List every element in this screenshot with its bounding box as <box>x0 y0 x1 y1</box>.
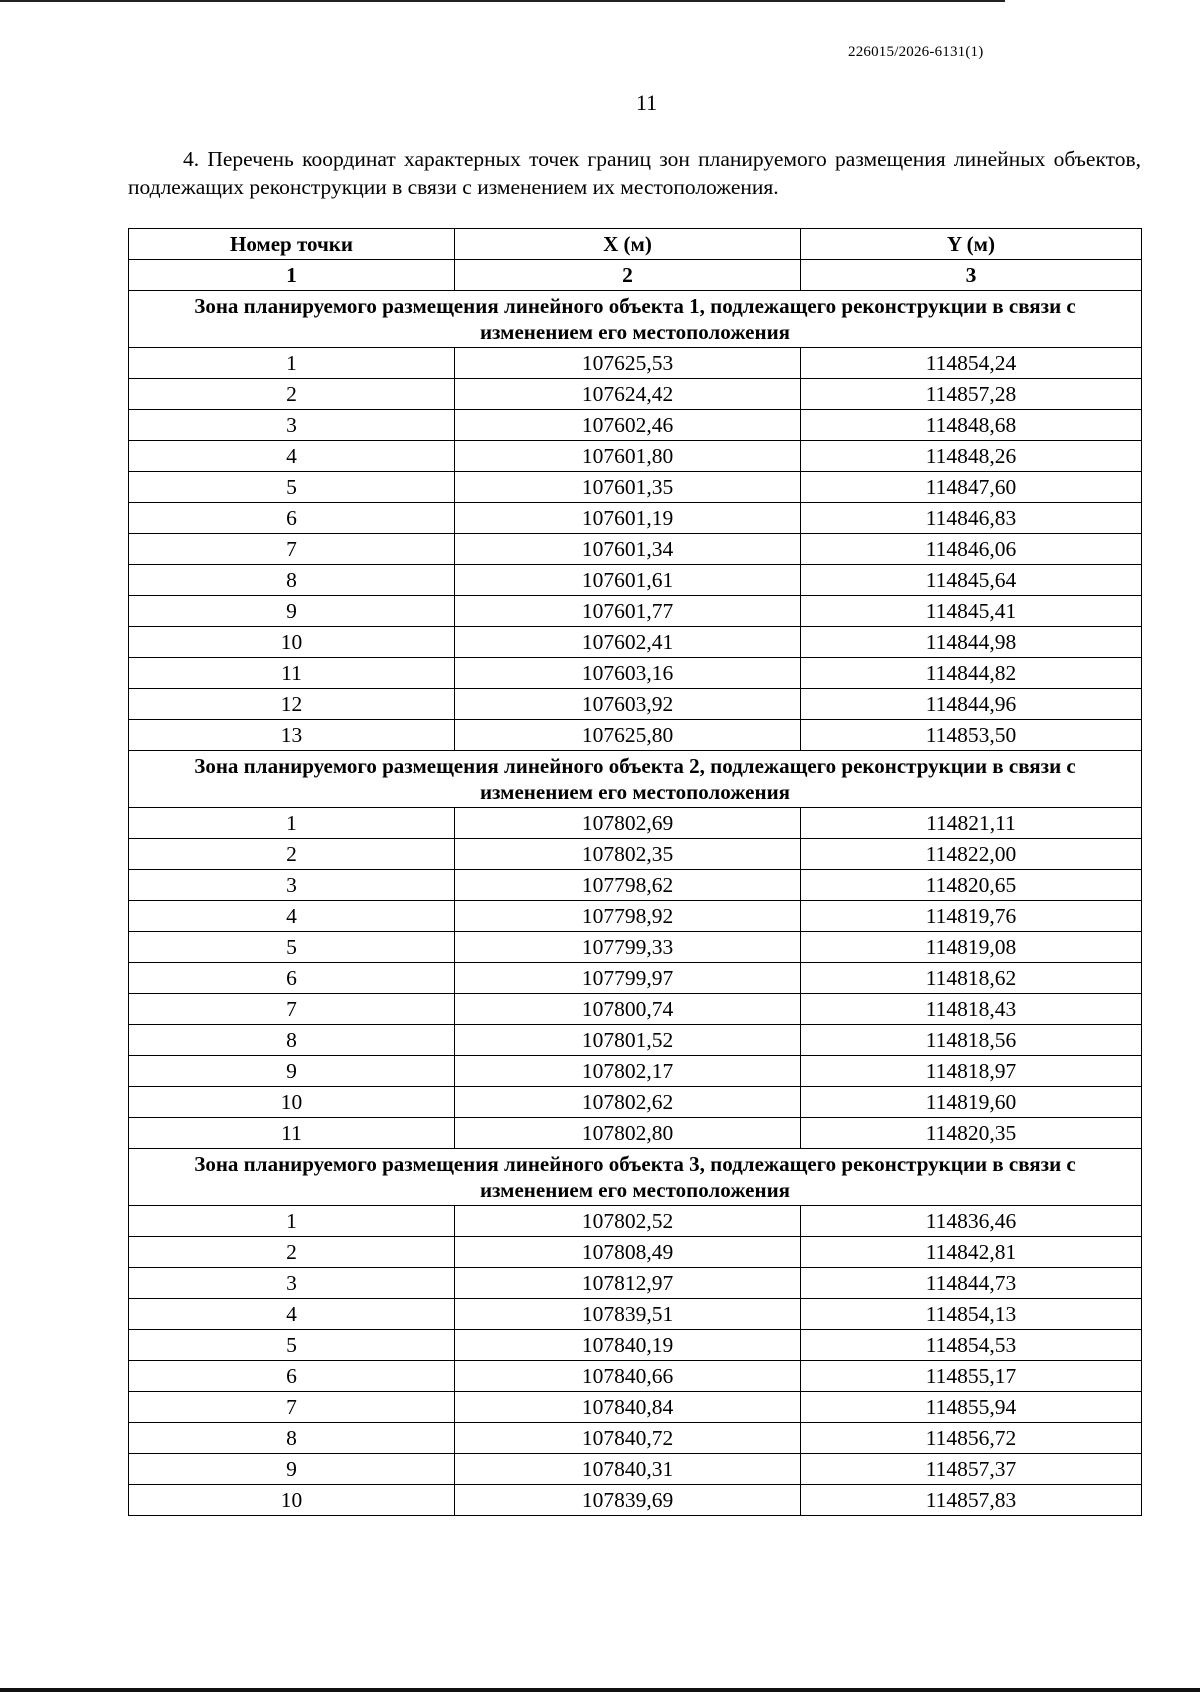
x-coordinate-cell: 107840,84 <box>455 1392 801 1423</box>
y-coordinate-cell: 114848,26 <box>801 441 1142 472</box>
page-number: 11 <box>636 90 658 115</box>
point-number-cell: 7 <box>129 534 455 565</box>
y-coordinate-cell: 114819,76 <box>801 901 1142 932</box>
point-number-cell: 10 <box>129 627 455 658</box>
x-coordinate-cell: 107802,35 <box>455 839 801 870</box>
point-number-cell: 8 <box>129 1025 455 1056</box>
y-coordinate-cell: 114820,35 <box>801 1118 1142 1149</box>
column-number-row <box>129 260 1142 291</box>
table-row <box>129 1118 1142 1149</box>
table-row <box>129 1454 1142 1485</box>
point-number-cell: 4 <box>129 441 455 472</box>
x-coordinate-cell: 107802,62 <box>455 1087 801 1118</box>
y-coordinate-cell: 114844,73 <box>801 1268 1142 1299</box>
x-coordinate-cell: 107840,72 <box>455 1423 801 1454</box>
column-number: 3 <box>801 260 1142 291</box>
table-row <box>129 534 1142 565</box>
table-row <box>129 963 1142 994</box>
y-coordinate-cell: 114844,96 <box>801 689 1142 720</box>
point-number-cell: 5 <box>129 1330 455 1361</box>
table-row <box>129 1268 1142 1299</box>
y-coordinate-cell: 114819,08 <box>801 932 1142 963</box>
point-number-cell: 9 <box>129 1454 455 1485</box>
point-number-cell: 8 <box>129 565 455 596</box>
x-coordinate-cell: 107799,97 <box>455 963 801 994</box>
y-coordinate-cell: 114847,60 <box>801 472 1142 503</box>
x-coordinate-cell: 107625,80 <box>455 720 801 751</box>
point-number-cell: 7 <box>129 994 455 1025</box>
x-coordinate-cell: 107802,69 <box>455 808 801 839</box>
y-coordinate-cell: 114818,43 <box>801 994 1142 1025</box>
table-row <box>129 596 1142 627</box>
table-row <box>129 1485 1142 1516</box>
y-coordinate-cell: 114822,00 <box>801 839 1142 870</box>
point-number-cell: 7 <box>129 1392 455 1423</box>
y-coordinate-cell: 114819,60 <box>801 1087 1142 1118</box>
intro-paragraph: 4. Перечень координат характерных точек границ зон планируемого размещения линейных объектов, подлежащих реконструкции в связи с изменением их местоположения. <box>128 147 1141 199</box>
x-coordinate-cell: 107603,92 <box>455 689 801 720</box>
x-coordinate-cell: 107808,49 <box>455 1237 801 1268</box>
x-coordinate-cell: 107802,80 <box>455 1118 801 1149</box>
point-number-cell: 1 <box>129 1206 455 1237</box>
table-row <box>129 1025 1142 1056</box>
y-coordinate-cell: 114853,50 <box>801 720 1142 751</box>
x-coordinate-cell: 107601,34 <box>455 534 801 565</box>
x-coordinate-cell: 107799,33 <box>455 932 801 963</box>
point-number-cell: 11 <box>129 658 455 689</box>
zone-title: Зона планируемого размещения линейного объекта 3, подлежащего реконструкции в связи с изменением его местоположения <box>129 1149 1142 1206</box>
table-row <box>129 1423 1142 1454</box>
x-coordinate-cell: 107601,77 <box>455 596 801 627</box>
x-coordinate-cell: 107601,35 <box>455 472 801 503</box>
table-row <box>129 565 1142 596</box>
header-point-number: Номер точки <box>129 229 455 260</box>
x-coordinate-cell: 107601,19 <box>455 503 801 534</box>
y-coordinate-cell: 114854,53 <box>801 1330 1142 1361</box>
table-row <box>129 689 1142 720</box>
x-coordinate-cell: 107601,80 <box>455 441 801 472</box>
x-coordinate-cell: 107624,42 <box>455 379 801 410</box>
y-coordinate-cell: 114846,06 <box>801 534 1142 565</box>
y-coordinate-cell: 114820,65 <box>801 870 1142 901</box>
point-number-cell: 5 <box>129 472 455 503</box>
y-coordinate-cell: 114844,98 <box>801 627 1142 658</box>
point-number-cell: 6 <box>129 503 455 534</box>
x-coordinate-cell: 107812,97 <box>455 1268 801 1299</box>
y-coordinate-cell: 114857,37 <box>801 1454 1142 1485</box>
x-coordinate-cell: 107840,66 <box>455 1361 801 1392</box>
x-coordinate-cell: 107625,53 <box>455 348 801 379</box>
point-number-cell: 4 <box>129 901 455 932</box>
table-row <box>129 1206 1142 1237</box>
y-coordinate-cell: 114836,46 <box>801 1206 1142 1237</box>
table-row <box>129 410 1142 441</box>
point-number-cell: 2 <box>129 379 455 410</box>
zone-title: Зона планируемого размещения линейного объекта 1, подлежащего реконструкции в связи с изменением его местоположения <box>129 291 1142 348</box>
table-row <box>129 1237 1142 1268</box>
table-row <box>129 720 1142 751</box>
zone-header-row <box>129 291 1142 348</box>
y-coordinate-cell: 114856,72 <box>801 1423 1142 1454</box>
x-coordinate-cell: 107602,41 <box>455 627 801 658</box>
x-coordinate-cell: 107798,62 <box>455 870 801 901</box>
x-coordinate-cell: 107801,52 <box>455 1025 801 1056</box>
y-coordinate-cell: 114857,83 <box>801 1485 1142 1516</box>
point-number-cell: 1 <box>129 348 455 379</box>
table-row <box>129 627 1142 658</box>
x-coordinate-cell: 107602,46 <box>455 410 801 441</box>
x-coordinate-cell: 107798,92 <box>455 901 801 932</box>
y-coordinate-cell: 114842,81 <box>801 1237 1142 1268</box>
column-number: 2 <box>455 260 801 291</box>
y-coordinate-cell: 114848,68 <box>801 410 1142 441</box>
point-number-cell: 3 <box>129 870 455 901</box>
table-row <box>129 808 1142 839</box>
y-coordinate-cell: 114818,56 <box>801 1025 1142 1056</box>
x-coordinate-cell: 107603,16 <box>455 658 801 689</box>
table-row <box>129 1392 1142 1423</box>
column-number: 1 <box>129 260 455 291</box>
y-coordinate-cell: 114844,82 <box>801 658 1142 689</box>
header-x: X (м) <box>455 229 801 260</box>
table-row <box>129 1056 1142 1087</box>
table-row <box>129 441 1142 472</box>
y-coordinate-cell: 114818,62 <box>801 963 1142 994</box>
table-header-row <box>129 229 1142 260</box>
point-number-cell: 6 <box>129 1361 455 1392</box>
zone-header-row <box>129 751 1142 808</box>
table-row <box>129 1361 1142 1392</box>
table-row <box>129 379 1142 410</box>
point-number-cell: 11 <box>129 1118 455 1149</box>
y-coordinate-cell: 114845,41 <box>801 596 1142 627</box>
point-number-cell: 9 <box>129 596 455 627</box>
x-coordinate-cell: 107800,74 <box>455 994 801 1025</box>
table-row <box>129 932 1142 963</box>
x-coordinate-cell: 107601,61 <box>455 565 801 596</box>
point-number-cell: 10 <box>129 1087 455 1118</box>
table-row <box>129 870 1142 901</box>
bottom-border-line <box>0 1688 1200 1692</box>
point-number-cell: 12 <box>129 689 455 720</box>
y-coordinate-cell: 114846,83 <box>801 503 1142 534</box>
table-row <box>129 839 1142 870</box>
point-number-cell: 2 <box>129 839 455 870</box>
point-number-cell: 5 <box>129 932 455 963</box>
y-coordinate-cell: 114854,24 <box>801 348 1142 379</box>
x-coordinate-cell: 107802,17 <box>455 1056 801 1087</box>
table-row <box>129 503 1142 534</box>
point-number-cell: 3 <box>129 1268 455 1299</box>
point-number-cell: 2 <box>129 1237 455 1268</box>
point-number-cell: 10 <box>129 1485 455 1516</box>
table-row <box>129 994 1142 1025</box>
point-number-cell: 9 <box>129 1056 455 1087</box>
table-row <box>129 472 1142 503</box>
point-number-cell: 6 <box>129 963 455 994</box>
table-row <box>129 901 1142 932</box>
document-id: 226015/2026-6131(1) <box>848 44 984 60</box>
coordinates-table <box>128 228 1142 1516</box>
point-number-cell: 8 <box>129 1423 455 1454</box>
table-row <box>129 658 1142 689</box>
y-coordinate-cell: 114845,64 <box>801 565 1142 596</box>
y-coordinate-cell: 114854,13 <box>801 1299 1142 1330</box>
table-row <box>129 1330 1142 1361</box>
point-number-cell: 1 <box>129 808 455 839</box>
x-coordinate-cell: 107840,31 <box>455 1454 801 1485</box>
y-coordinate-cell: 114857,28 <box>801 379 1142 410</box>
x-coordinate-cell: 107840,19 <box>455 1330 801 1361</box>
x-coordinate-cell: 107839,51 <box>455 1299 801 1330</box>
point-number-cell: 4 <box>129 1299 455 1330</box>
table-row <box>129 1087 1142 1118</box>
point-number-cell: 3 <box>129 410 455 441</box>
zone-header-row <box>129 1149 1142 1206</box>
x-coordinate-cell: 107802,52 <box>455 1206 801 1237</box>
zone-title: Зона планируемого размещения линейного объекта 2, подлежащего реконструкции в связи с изменением его местоположения <box>129 751 1142 808</box>
table-row <box>129 1299 1142 1330</box>
y-coordinate-cell: 114855,94 <box>801 1392 1142 1423</box>
y-coordinate-cell: 114855,17 <box>801 1361 1142 1392</box>
point-number-cell: 13 <box>129 720 455 751</box>
table-row <box>129 348 1142 379</box>
table-body <box>129 291 1142 1516</box>
x-coordinate-cell: 107839,69 <box>455 1485 801 1516</box>
y-coordinate-cell: 114818,97 <box>801 1056 1142 1087</box>
header-y: Y (м) <box>801 229 1142 260</box>
y-coordinate-cell: 114821,11 <box>801 808 1142 839</box>
top-border-line <box>0 0 1005 2</box>
